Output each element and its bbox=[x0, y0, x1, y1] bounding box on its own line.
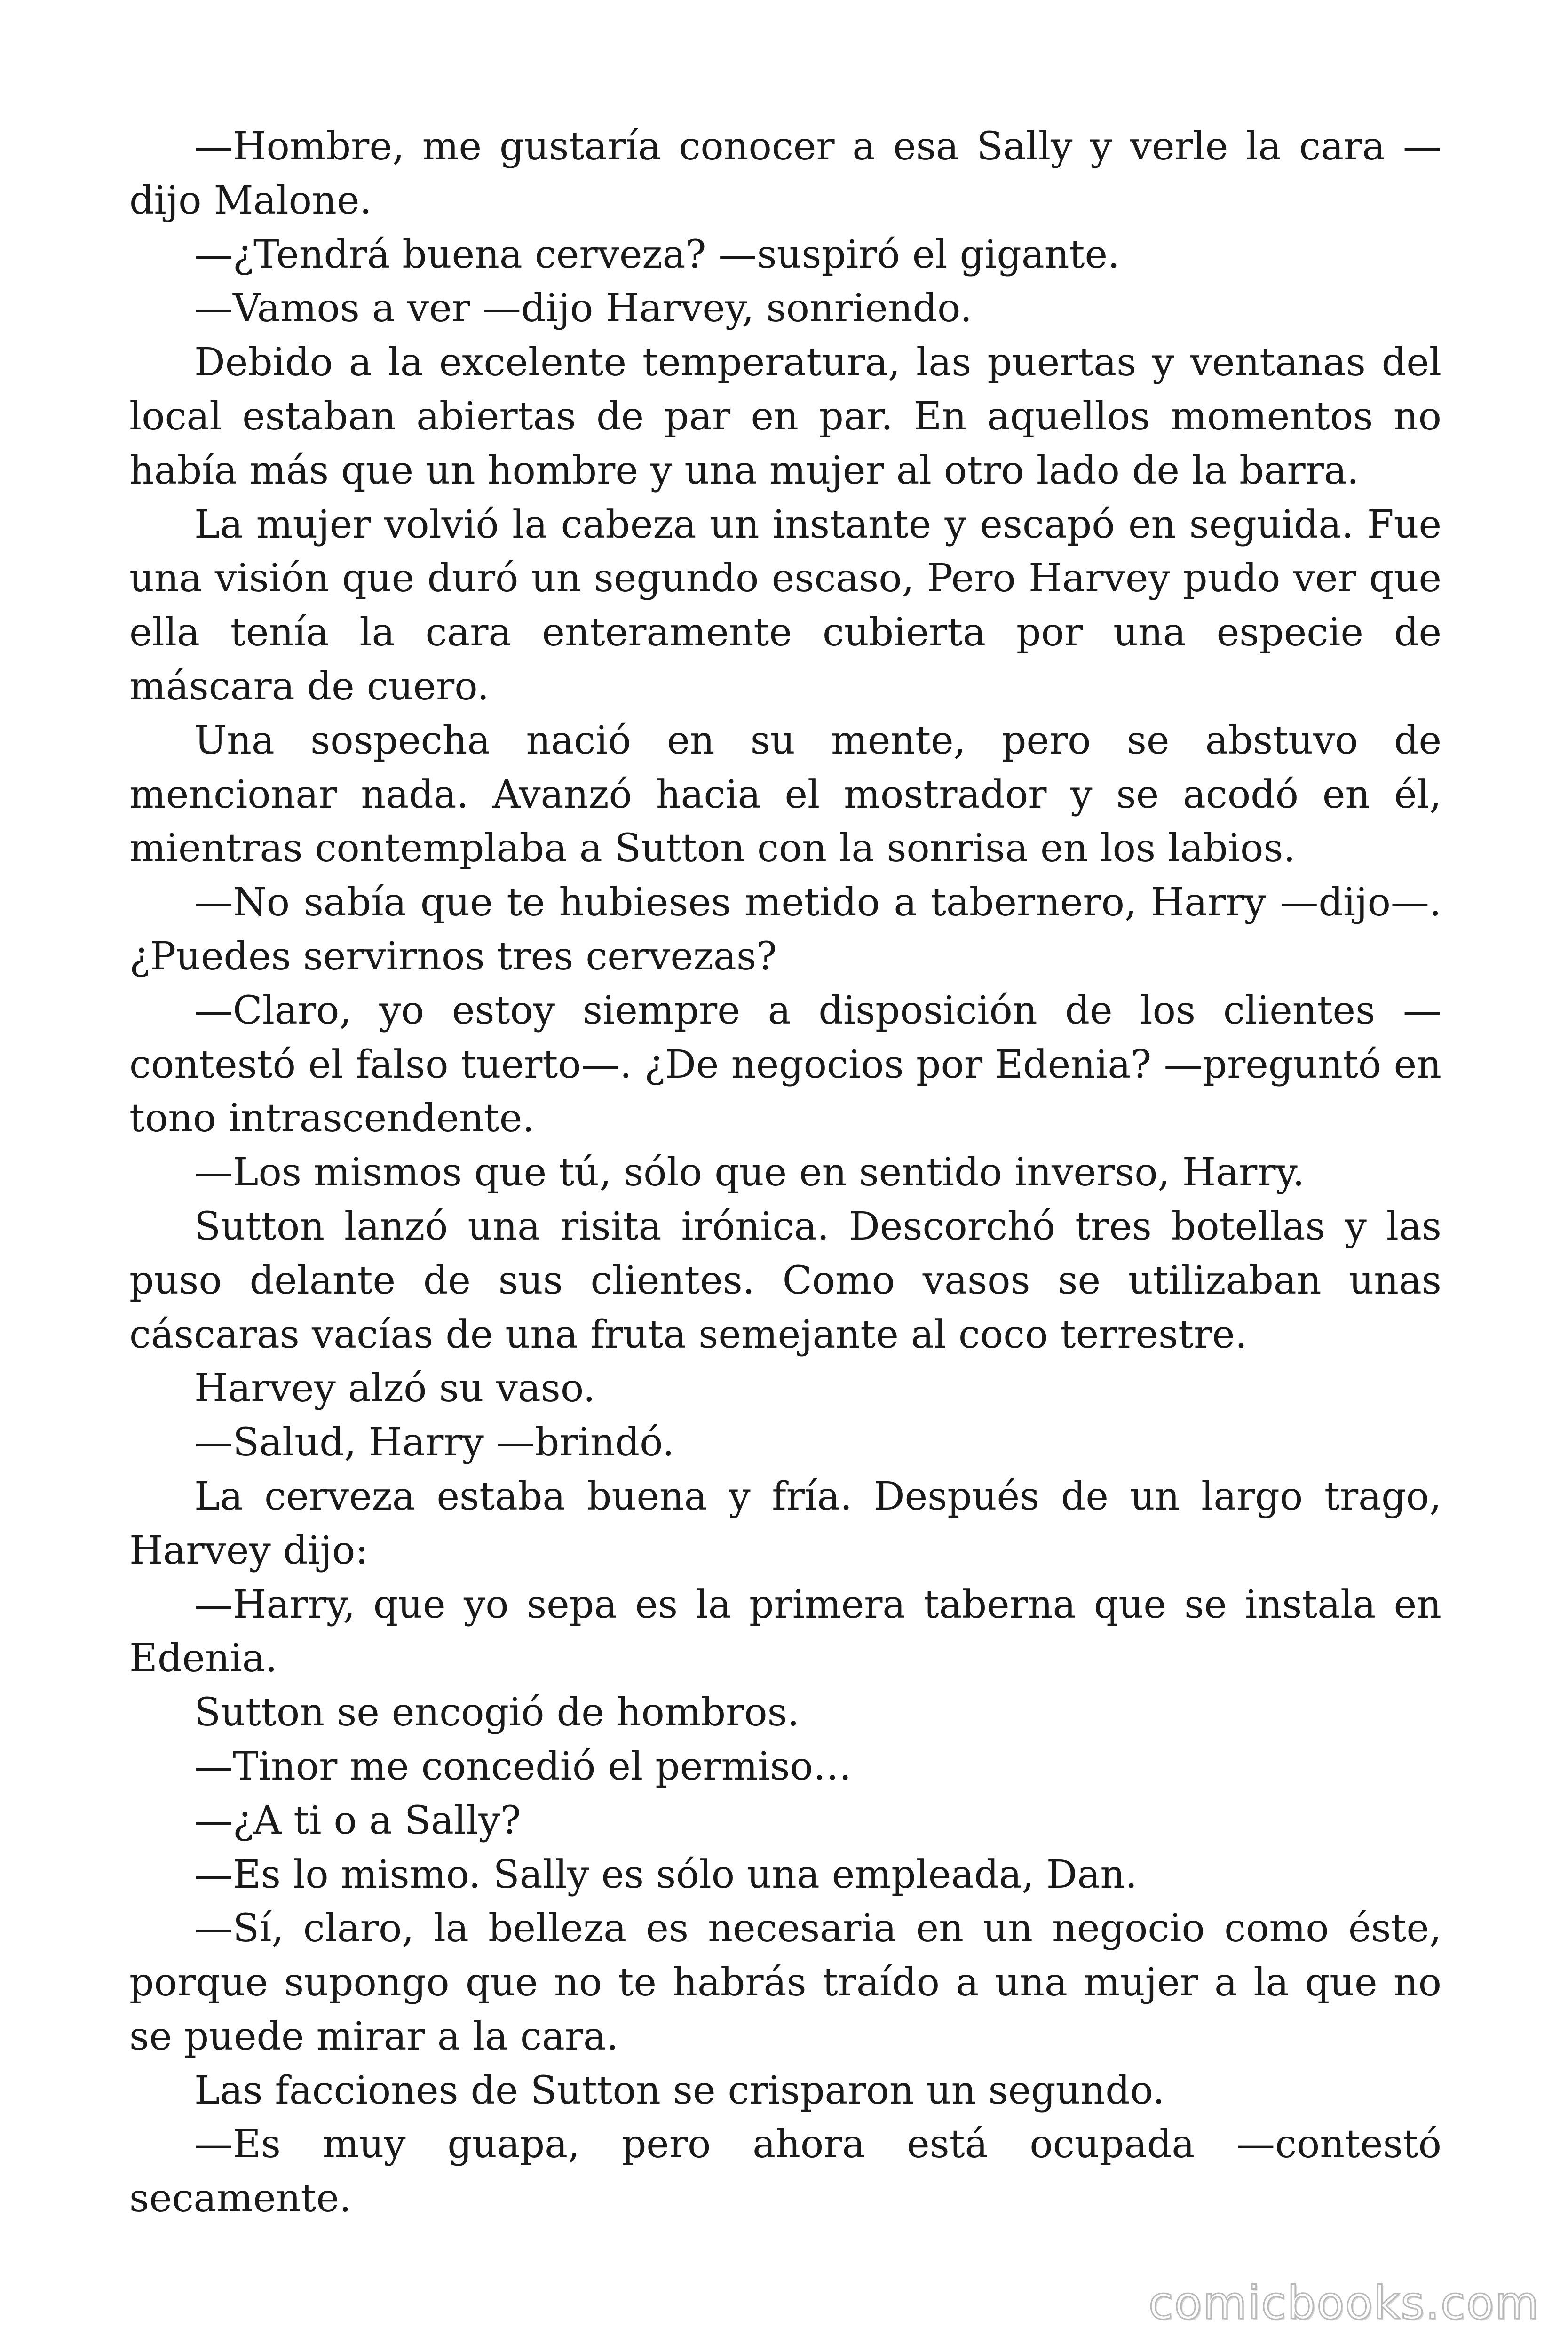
paragraph: —Tinor me concedió el permiso… bbox=[194, 1744, 852, 1789]
paragraph: —¿A ti o a Sally? bbox=[194, 1798, 521, 1843]
paragraph: —Vamos a ver —dijo Harvey, sonriendo. bbox=[194, 286, 973, 331]
paragraph: —Salud, Harry —brindó. bbox=[194, 1420, 675, 1465]
paragraph: Sutton lanzó una risita irónica. Descorchó tres botellas y las puso delante de sus clientes. Como vasos se utilizaban unas cáscaras vacías de una fruta semejante al coco terrestre. bbox=[129, 1204, 1441, 1357]
paragraph: —No sabía que te hubieses metido a tabernero, Harry —dijo—. ¿Puedes servirnos tres cervezas? bbox=[129, 880, 1441, 979]
paragraph: La cerveza estaba buena y fría. Después de un largo trago, Harvey dijo: bbox=[129, 1474, 1441, 1573]
paragraph: —Es lo mismo. Sally es sólo una empleada, Dan. bbox=[194, 1852, 1138, 1897]
page-body-text bbox=[129, 120, 1441, 2226]
paragraph: —Es muy guapa, pero ahora está ocupada —contestó secamente. bbox=[129, 2122, 1441, 2221]
paragraph: Debido a la excelente temperatura, las puertas y ventanas del local estaban abiertas de par en par. En aquellos momentos no había más que un hombre y una mujer al otro lado de la barra. bbox=[129, 340, 1441, 493]
paragraph: Una sospecha nació en su mente, pero se abstuvo de mencionar nada. Avanzó hacia el mostrador y se acodó en él, mientras contemplaba a Sutton con la sonrisa en los labios. bbox=[129, 718, 1441, 871]
paragraph: —Harry, que yo sepa es la primera taberna que se instala en Edenia. bbox=[129, 1582, 1441, 1681]
paragraph: Las facciones de Sutton se crisparon un segundo. bbox=[194, 2068, 1165, 2113]
paragraph: Harvey alzó su vaso. bbox=[194, 1366, 595, 1411]
paragraph: —Hombre, me gustaría conocer a esa Sally y verle la cara —dijo Malone. bbox=[129, 124, 1441, 223]
paragraph: —Sí, claro, la belleza es necesaria en un negocio como éste, porque supongo que no te habrás traído a una mujer a la que no se puede mirar a la cara. bbox=[129, 1906, 1441, 2059]
paragraph: —Los mismos que tú, sólo que en sentido inverso, Harry. bbox=[194, 1150, 1305, 1195]
paragraph: —¿Tendrá buena cerveza? —suspiró el gigante. bbox=[194, 232, 1120, 277]
paragraph: La mujer volvió la cabeza un instante y escapó en seguida. Fue una visión que duró un segundo escaso, Pero Harvey pudo ver que ella tenía la cara enteramente cubierta por una especie de máscara de cuero. bbox=[129, 502, 1441, 709]
watermark-logo: comicbooks.com bbox=[1148, 2277, 1540, 2329]
paragraph: Sutton se encogió de hombros. bbox=[194, 1690, 800, 1735]
paragraph: —Claro, yo estoy siempre a disposición de los clientes —contestó el falso tuerto—. ¿De negocios por Edenia? —preguntó en tono intrascendente. bbox=[129, 988, 1441, 1141]
